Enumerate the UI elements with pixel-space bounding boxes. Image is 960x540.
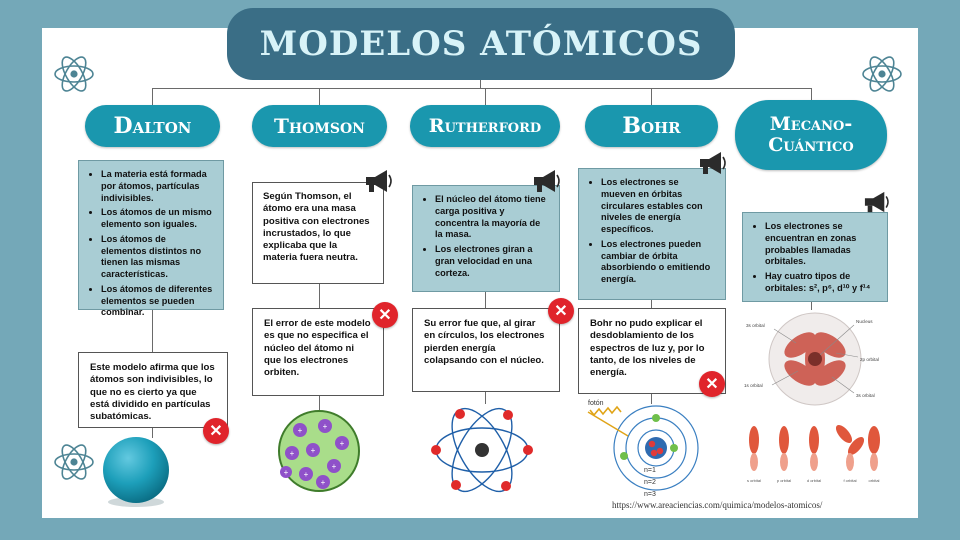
header-rutherford-label: Rutherford (428, 115, 542, 137)
connector-line (651, 300, 652, 308)
content-box-thomson: Según Thomson, el átomo era una masa positiva con electrones incrustados, lo que explicaba que la materia fuera neutra. (252, 182, 384, 284)
connector-line (319, 88, 320, 106)
svg-text:n=3: n=3 (644, 491, 656, 498)
source-url[interactable]: https://www.areaciencias.com/quimica/modelos-atomicos/ (612, 500, 823, 510)
error-box-dalton: Este modelo afirma que los átomos son indivisibles, lo que no es cierto ya que está dividido en partículas subatómicas. (78, 352, 228, 428)
svg-text:+: + (297, 426, 303, 435)
header-bohr[interactable] (585, 105, 718, 147)
megaphone-icon (862, 190, 890, 219)
error-box-bohr: Bohr no pudo explicar el desdoblamiento de los espectros de luz y, por lo tanto, de los niveles de energía. (578, 308, 726, 394)
svg-text:3s orbital: 3s orbital (856, 393, 875, 398)
svg-text:orbital: orbital (868, 478, 880, 483)
content-box-dalton (78, 160, 224, 318)
svg-text:+: + (289, 449, 295, 458)
header-mecano-line1: Mecano- (769, 113, 853, 136)
error-box-thomson: El error de este modelo es que no especifica el núcleo del átomo ni que los electrones orbiten. (252, 308, 384, 396)
svg-text:s orbital: s orbital (746, 478, 762, 483)
connector-line (480, 80, 481, 89)
svg-text:f orbital: f orbital (843, 478, 857, 483)
header-rutherford[interactable] (410, 105, 560, 147)
svg-text:3s orbital: 3s orbital (746, 323, 765, 328)
orbital-cloud-icon (740, 305, 890, 418)
svg-text:Nucleus: Nucleus (856, 319, 873, 324)
header-thomson[interactable] (252, 105, 387, 147)
megaphone-icon (363, 168, 393, 199)
svg-text:+: + (339, 439, 345, 448)
svg-text:+: + (322, 422, 328, 431)
dalton-point: • Los átomos de diferentes elementos se pueden combinar. (101, 284, 213, 319)
dalton-point: • Los átomos de un mismo elemento son iguales. (101, 207, 213, 231)
atom-decoration-icon (52, 440, 96, 489)
header-dalton[interactable] (85, 105, 220, 147)
header-bohr-label: Bohr (622, 113, 681, 139)
error-badge-thomson: ✕ (372, 302, 398, 328)
svg-text:+: + (310, 446, 316, 455)
error-badge-rutherford: ✕ (548, 298, 574, 324)
rutherford-point: • Los electrones giran a gran velocidad en una corteza. (435, 244, 549, 279)
header-dalton-label: Dalton (113, 113, 192, 139)
megaphone-icon (531, 168, 561, 199)
connector-line (152, 88, 153, 106)
content-box-mecano-cuantico (742, 212, 888, 302)
svg-text:p orbital: p orbital (776, 478, 792, 483)
error-box-rutherford: Su error fue que, al girar en círculos, los electrones pierden energía colapsando con el núcleo. (412, 308, 560, 392)
svg-text:+: + (283, 468, 289, 477)
svg-text:d orbital: d orbital (806, 478, 822, 483)
megaphone-icon (697, 150, 727, 181)
error-badge-bohr: ✕ (699, 371, 725, 397)
atom-decoration-icon (860, 52, 904, 101)
rutherford-orbit-atom-icon (420, 400, 544, 505)
atom-decoration-icon (52, 52, 96, 101)
content-box-bohr (578, 168, 726, 300)
svg-text:+: + (331, 462, 337, 471)
header-mecano-cuantico[interactable] (735, 100, 887, 170)
connector-line (485, 292, 486, 308)
error-badge-dalton: ✕ (203, 418, 229, 444)
svg-text:+: + (320, 478, 326, 487)
header-thomson-label: Thomson (274, 114, 365, 138)
connector-line (319, 284, 320, 308)
svg-text:1s orbital: 1s orbital (744, 383, 763, 388)
mecano-point: • Los electrones se encuentran en zonas probables llamadas orbitales. (765, 221, 877, 268)
svg-text:+: + (303, 470, 309, 479)
connector-line (651, 88, 652, 106)
dalton-point: • La materia está formada por átomos, partículas indivisibles. (101, 169, 213, 204)
sphere-atom-icon (98, 432, 174, 513)
mecano-point: • Hay cuatro tipos de orbitales: s², p⁶, d¹⁰ y f¹⁴ (765, 271, 877, 295)
page-title (227, 8, 735, 80)
connector-line (152, 88, 812, 89)
orbital-shapes-icon (738, 418, 888, 497)
header-mecano-line2: Cuántico (768, 134, 854, 156)
bohr-point: • Los electrones pueden cambiar de órbita absorbiendo o emitiendo energía. (601, 239, 715, 286)
svg-text:2p orbital: 2p orbital (860, 357, 879, 362)
bohr-label-foton: fotón (588, 400, 604, 407)
plum-pudding-atom-icon (268, 408, 370, 499)
page-title-text: MODELOS ATÓMICOS (259, 24, 703, 64)
svg-text:n=1: n=1 (644, 467, 656, 474)
connector-line (485, 88, 486, 106)
rutherford-point: • El núcleo del átomo tiene carga positiva y concentra la mayoría de la masa. (435, 194, 549, 241)
svg-text:n=2: n=2 (644, 479, 656, 486)
dalton-point: • Los átomos de elementos distintos no tienen las mismas características. (101, 234, 213, 281)
bohr-levels-atom-icon (582, 396, 720, 509)
bohr-point: • Los electrones se mueven en órbitas circulares estables con niveles de energía específicos. (601, 177, 715, 236)
content-box-rutherford (412, 185, 560, 292)
